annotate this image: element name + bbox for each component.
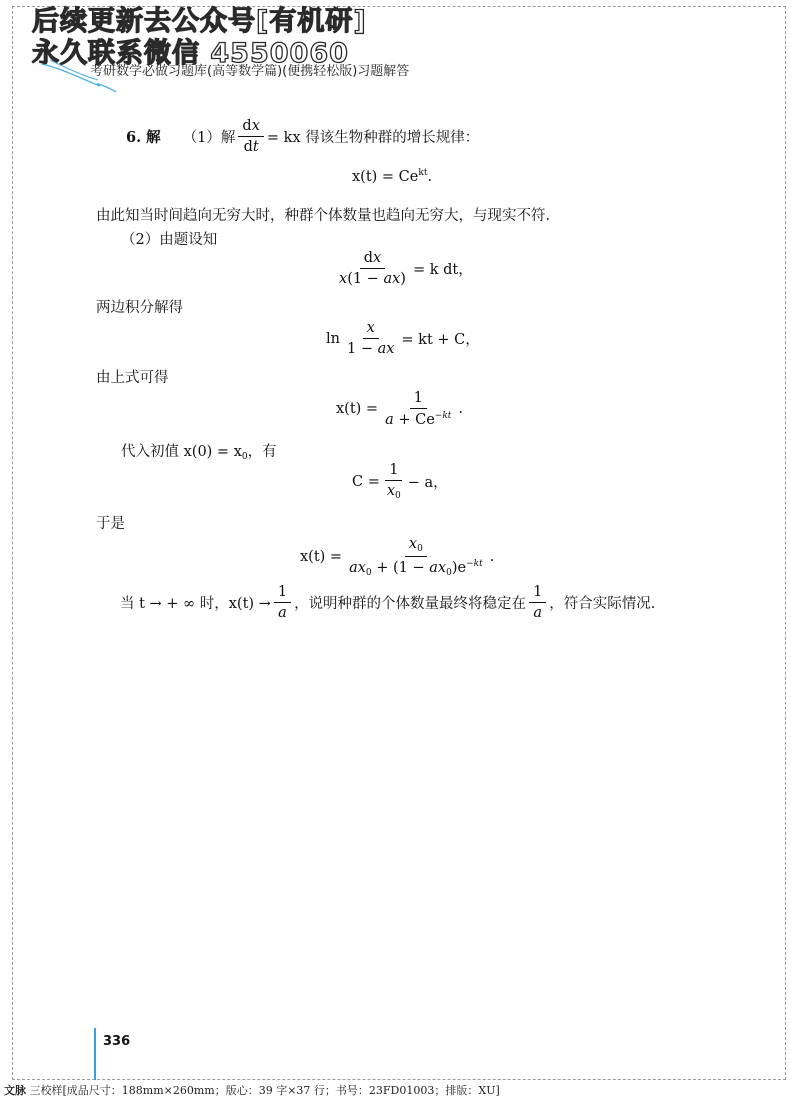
final-conclusion-line [120, 584, 655, 621]
equation-solution-general [336, 390, 463, 428]
part1-suffix: = kx 得该生物种群的增长规律： [266, 130, 480, 146]
conclusion-part1: 由此知当时间趋向无穷大时，种群个体数量也趋向无穷大，与现实不符. [96, 208, 551, 224]
eq6-lhs: x(t) = [300, 549, 343, 565]
integrate-text: 两边积分解得 [96, 300, 183, 316]
eq2-rhs: = k dt， [412, 262, 473, 278]
fraction-one-over-x0: $\frac{1}{x_0}$ [386, 462, 401, 501]
fraction-one-over-a-2: $\frac{1}{a}$ [529, 584, 546, 621]
eq3-ln: ln [326, 330, 340, 347]
eq5-lhs: C = [352, 473, 380, 490]
eq1-end: . [427, 169, 433, 185]
initial-end: ，有 [247, 444, 277, 460]
equation-integrated [326, 320, 480, 357]
equation-constant-c [352, 462, 448, 501]
final-part2: ，说明种群的个体数量最终将稳定在 [294, 596, 527, 612]
page-number-bar [94, 1028, 96, 1080]
fraction-general-solution: $\frac{1}{a + Ce^{-kt}}$ [385, 390, 452, 428]
eq1-exponent: kt [418, 168, 428, 178]
problem-number: 6. 解 [126, 129, 161, 146]
running-header: 考研数学必做习题库(高等数学篇)(便携轻松版)习题解答 [90, 64, 410, 79]
equation-logistic [332, 250, 473, 287]
page-number: 336 [103, 1034, 131, 1049]
equation-growth-law [352, 168, 432, 185]
initial-sub: 0 [241, 452, 248, 462]
eq6-end: . [489, 549, 495, 565]
fraction-dx-dt: $\frac{dx}{dt}$ [238, 118, 263, 155]
initial-condition-text [121, 440, 277, 462]
eq3-rhs: = kt + C， [401, 332, 480, 348]
eq4-end: . [458, 401, 464, 417]
problem-part1-line [126, 118, 479, 155]
eq1-body: x(t) = Ce [352, 169, 419, 185]
fraction-particular-solution: $\frac{x_0}{ax_0 + (1 - ax_0)e^{-kt}}$ [349, 536, 483, 578]
printer-footer [4, 1082, 500, 1098]
watermark-line-1: 后续更新去公众号[有机研] [32, 6, 367, 37]
fraction-one-over-a-1: $\frac{1}{a}$ [274, 584, 291, 621]
final-part1: 当 t → + ∞ 时，x(t) → [120, 596, 271, 612]
footer-brand: 文脉 [4, 1084, 26, 1097]
final-part3: ，符合实际情况. [549, 596, 656, 612]
part2-intro: （2）由题设知 [121, 232, 218, 248]
equation-particular-solution [300, 536, 494, 578]
watermark-line-2: 永久联系微信 4550060 [32, 38, 349, 69]
footer-specs: 三校样[成品尺寸：188mm×260mm；版心：39 字×37 行；书号：23FD01003；排版：XU] [29, 1084, 500, 1097]
from-above-text: 由上式可得 [96, 370, 169, 386]
initial-text: 代入初值 x(0) = x [121, 444, 242, 460]
part1-prefix: （1）解 [182, 130, 236, 146]
eq5-rhs: − a， [407, 475, 448, 491]
therefore-text: 于是 [96, 516, 125, 532]
fraction-logistic: $\frac{dx}{x(1 - ax)}$ [339, 250, 406, 287]
fraction-ln-arg: $\frac{x}{1 - ax}$ [346, 320, 395, 357]
eq4-lhs: x(t) = [336, 401, 379, 417]
